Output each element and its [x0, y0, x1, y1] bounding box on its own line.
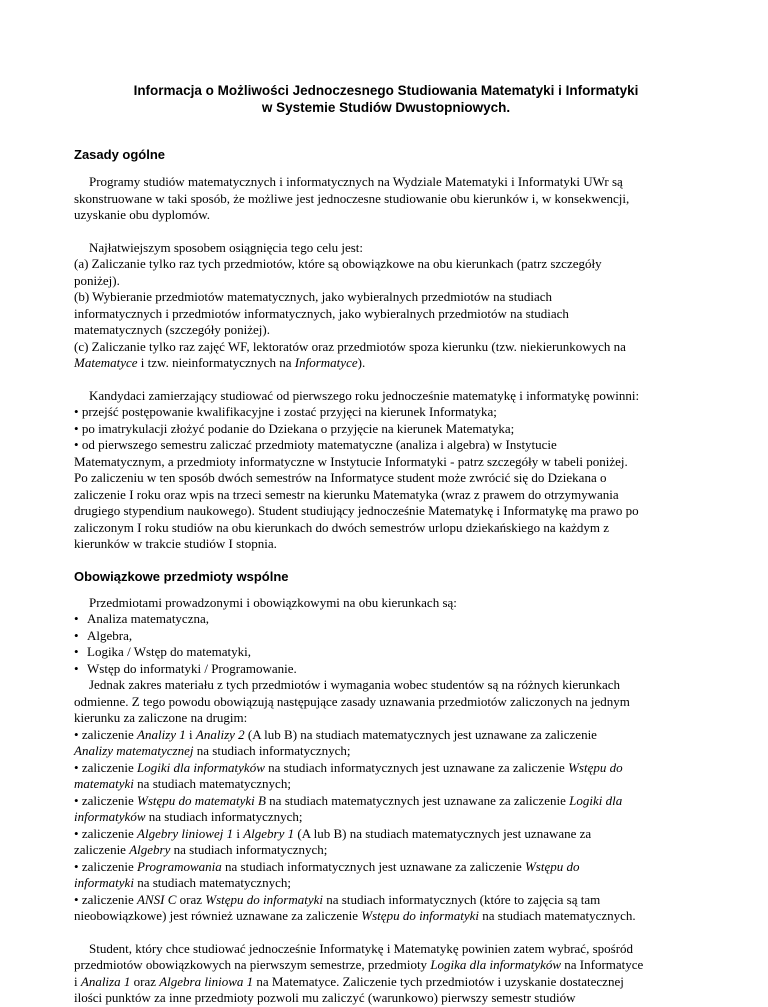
text-line: Po zaliczeniu w ten sposób dwóch semestrów na Informatyce student może zwrócić się do Dziekana o [74, 470, 607, 485]
text-run: na studiach informatycznych; [145, 809, 303, 824]
text-line [74, 875, 698, 892]
text-line: (c) Zaliczanie tylko raz zajęć WF, lektoratów oraz przedmiotów spoza kierunku (tzw. niekierunkowych na [74, 338, 626, 354]
text-run: i [233, 825, 244, 841]
document-page [74, 0, 698, 1007]
text-line: (b) Wybieranie przedmiotów matematycznych, jako wybieralnych przedmiotów na studiach [74, 289, 553, 304]
title-line-1: Informacja o Możliwości Jednoczesnego Studiowania Matematyki i Informatyki [133, 83, 639, 98]
text-line: ilości punktów za inne przedmioty pozwoli mu zaliczyć (warunkowo) pierwszy semestr studiów [74, 990, 576, 1005]
paragraph-student-choice [74, 941, 698, 1007]
text-line: odmienne. Z tego powodu obowiązują następujące zasady uznawania przedmiotów zaliczonych na jednym [74, 693, 630, 709]
text-run: i tzw. nieinformatycznych na [137, 355, 295, 370]
text-run: zaliczenie [81, 792, 138, 808]
emphasis: Algebra liniowa 1 [159, 973, 254, 989]
rule-item [74, 727, 698, 744]
text-run: na studiach matematycznych. [479, 908, 636, 923]
rule-item [74, 892, 698, 909]
rule-item [74, 793, 698, 810]
text-line [74, 908, 698, 925]
title-line-2: w Systemie Studiów Dwustopniowych. [261, 100, 511, 115]
text-line [74, 957, 698, 974]
text-line: Przedmiotami prowadzonymi i obowiązkowymi na obu kierunkach są: [89, 594, 457, 610]
emphasis: Wstępu do matematyki B [137, 792, 266, 808]
text-run: (A lub B) na studiach matematycznych jest uznawane za [294, 825, 592, 841]
rule-item [74, 760, 698, 777]
text-run: na studiach informatycznych; [193, 743, 351, 758]
emphasis: Analizy matematycznej [74, 743, 194, 758]
text-line: skonstruowane w taki sposób, że możliwe jest jednoczesne studiowanie obu kierunków i, w konsekwencji, [74, 190, 630, 206]
text-line: Student, który chce studiować jednocześnie Informatykę i Matematykę powinien zatem wybrać, spośród [89, 940, 634, 956]
text-line: drugiego stypendium naukowego). Student studiujący jednocześnie Matematykę i Informatykę ma prawo po [74, 503, 639, 518]
emphasis: Logiki dla informatyków [137, 759, 265, 775]
rule-item [74, 826, 698, 843]
text-run: zaliczenie [81, 759, 138, 775]
text-line [74, 842, 698, 859]
text-run: przedmiotów obowiązkowych na pierwszym semestrze, przedmioty [74, 957, 431, 972]
emphasis: Matematyce [74, 355, 138, 370]
paragraph-programs [74, 174, 698, 224]
text-line: matematycznych (szczegóły poniżej). [74, 322, 270, 337]
emphasis: Wstępu do informatyki [361, 908, 480, 923]
section-heading-common-subjects: Obowiązkowe przedmioty wspólne [74, 568, 289, 584]
emphasis: Algebry 1 [243, 825, 295, 841]
text-run: oraz [176, 891, 206, 907]
text-run: zaliczenie [81, 891, 138, 907]
emphasis: Analiza 1 [80, 973, 131, 989]
bullet-item: • od pierwszego semestru zaliczać przedmioty matematyczne (analiza i algebra) w Instytucie [74, 437, 698, 454]
text-run: zaliczenie [81, 825, 138, 841]
emphasis: Logika dla informatyków [430, 957, 562, 972]
emphasis: Wstępu do [524, 858, 580, 874]
text-line: zaliczenie I roku oraz wpis na trzeci semestr na kierunku Matematyka (wraz z prawem do otrzymywania [74, 486, 619, 502]
text-run: ). [357, 355, 366, 370]
document-title [74, 82, 698, 116]
list-item: • Analiza matematyczna, [74, 611, 698, 628]
text-line: Najłatwiejszym sposobem osiągnięcia tego celu jest: [89, 239, 364, 255]
text-line: (a) Zaliczanie tylko raz tych przedmiotów, które są obowiązkowe na obu kierunkach (patrz szczegóły [74, 256, 602, 271]
text-line: zaliczonym I roku studiów na obu kierunkach do dwóch semestrów urlopu dziekańskiego na każdym z [74, 519, 610, 535]
text-run: zaliczenie [81, 726, 138, 742]
paragraph-easiest-way [74, 240, 698, 372]
text-run: zaliczenie [81, 858, 138, 874]
text-line: kierunków w trakcie studiów I stopnia. [74, 536, 277, 551]
text-run: na Matematyce. Zaliczenie tych przedmiotów i uzyskanie dostatecznej [253, 973, 624, 989]
text-run: na Informatyce [561, 957, 644, 972]
text-line: Programy studiów matematycznych i informatycznych na Wydziale Matematyki i Informatyki UWr są [89, 174, 623, 189]
text-line: kierunku za zaliczone na drugim: [74, 710, 248, 725]
emphasis: Analizy 2 [195, 726, 245, 742]
text-run: i [74, 973, 81, 989]
text-run: na studiach informatycznych jest uznawane za zaliczenie [264, 759, 569, 775]
emphasis: informatyki [74, 875, 134, 890]
rule-item [74, 859, 698, 876]
list-item: • Logika / Wstęp do matematyki, [74, 644, 698, 661]
text-run: na studiach matematycznych jest uznawane za zaliczenie [265, 792, 570, 808]
emphasis: Analizy 1 [137, 726, 186, 742]
text-line: Kandydaci zamierzający studiować od pierwszego roku jednocześnie matematykę i informatykę powinni: [89, 387, 640, 403]
emphasis: ANSI C [137, 891, 177, 907]
text-run: na studiach informatycznych jest uznawane za zaliczenie [221, 858, 525, 874]
text-line [74, 776, 698, 793]
text-line [74, 355, 698, 372]
emphasis: Algebry liniowej 1 [137, 825, 234, 841]
text-run: zaliczenie [74, 842, 130, 857]
section-heading-general-rules: Zasady ogólne [74, 147, 166, 162]
emphasis: Wstępu do informatyki [205, 891, 323, 907]
emphasis: informatyków [74, 809, 146, 824]
text-run: oraz [130, 973, 160, 989]
paragraph-common-subjects [74, 595, 698, 925]
text-line [74, 974, 698, 991]
text-line: poniżej). [74, 272, 120, 288]
text-line: Jednak zakres materiału z tych przedmiotów i wymagania wobec studentów są na różnych kierunkach [89, 677, 621, 692]
text-run: na studiach matematycznych; [133, 875, 291, 890]
bullet-item: • przejść postępowanie kwalifikacyjne i zostać przyjęci na kierunek Informatyka; [74, 404, 698, 421]
text-line: uzyskanie obu dyplomów. [74, 207, 210, 222]
text-line: informatycznych i przedmiotów informatycznych, jako wybieralnych przedmiotów na studiach [74, 305, 569, 321]
paragraph-candidates [74, 388, 698, 553]
bullet-item: • po imatrykulacji złożyć podanie do Dziekana o przyjęcie na kierunek Matematyka; [74, 421, 698, 438]
list-item: • Wstęp do informatyki / Programowanie. [74, 661, 698, 678]
text-run: nieobowiązkowe) jest również uznawane za zaliczenie [74, 908, 362, 923]
text-run: na studiach matematycznych; [133, 776, 291, 791]
emphasis: Informatyce [294, 355, 358, 370]
text-run: na studiach informatycznych; [170, 842, 328, 857]
emphasis: Wstępu do [568, 759, 623, 775]
text-run: i [185, 726, 196, 742]
emphasis: Programowania [137, 858, 222, 874]
text-run: (A lub B) na studiach matematycznych jest uznawane za zaliczenie [244, 726, 597, 742]
emphasis: Logiki dla [569, 792, 623, 808]
text-line [74, 743, 698, 760]
emphasis: matematyki [74, 776, 134, 791]
text-line [74, 809, 698, 826]
text-run: na studiach informatycznych (które to zajęcia są tam [323, 891, 601, 907]
text-line: Matematycznym, a przedmioty informatyczne w Instytucie Informatyki - patrz szczegóły w tabeli poniżej. [74, 453, 628, 469]
emphasis: Algebry [129, 842, 171, 857]
list-item: • Algebra, [74, 628, 698, 645]
